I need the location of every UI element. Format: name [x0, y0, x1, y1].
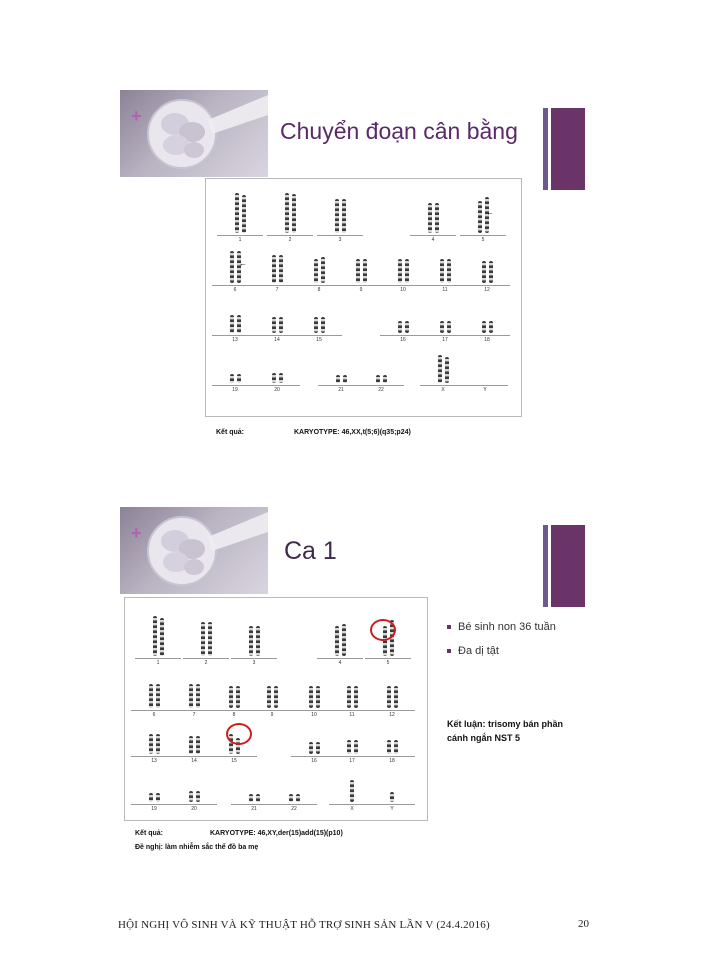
conference-footer: HỘI NGHỊ VÔ SINH VÀ KỸ THUẬT HỖ TRỢ SINH SẢN LẦN V (24.4.2016) [118, 919, 490, 931]
result-label: Kết quả: [216, 429, 244, 436]
chromosome-label: 13 [232, 337, 238, 343]
chromosome-label: 9 [359, 287, 363, 293]
slide-balanced-translocation [0, 80, 720, 460]
chromosome-label: 10 [311, 712, 317, 718]
accent-bar-thin [543, 108, 548, 190]
chromosome-label: 1 [238, 237, 242, 243]
chromosome-label: 6 [152, 712, 156, 718]
chromosome-label: 14 [274, 337, 280, 343]
list-item: Bé sinh non 36 tuần [447, 621, 556, 633]
result-label: Kết quả: [135, 830, 163, 837]
chromosome-label: 22 [378, 387, 384, 393]
chromosome-label: 3 [338, 237, 342, 243]
chromosome-label: Y [483, 387, 487, 393]
page-number: 20 [578, 918, 589, 930]
bullet-square-icon [447, 625, 451, 629]
chromosome-label: 18 [389, 758, 395, 764]
chromosome-label: 21 [251, 806, 257, 812]
chromosome-label: 16 [400, 337, 406, 343]
chromosome-label: Y [390, 806, 394, 812]
chromosome-label: 2 [204, 660, 208, 666]
chromosome-label: 1 [156, 660, 160, 666]
arrow-icon: ← [486, 208, 494, 217]
accent-bar-thin [543, 525, 548, 607]
chromosome-label: 9 [270, 712, 274, 718]
chromosome-label: 17 [349, 758, 355, 764]
chromosome-label: 18 [484, 337, 490, 343]
highlight-circle-chr5 [370, 619, 396, 641]
chromosome-label: 21 [338, 387, 344, 393]
chromosome-label: 8 [232, 712, 236, 718]
embryo-banner-image [120, 90, 268, 177]
slide-title: Chuyển đoạn cân bằng [280, 118, 518, 144]
karyotype-image [124, 597, 428, 821]
karyotype-result: KARYOTYPE: 46,XY,der(15)add(15)(p10) [210, 830, 343, 837]
chromosome-label: 7 [275, 287, 279, 293]
chromosome-label: 7 [192, 712, 196, 718]
chromosome-label: 4 [338, 660, 342, 666]
chromosome-label: 4 [431, 237, 435, 243]
chromosome-label: 19 [151, 806, 157, 812]
accent-bar-block [551, 108, 585, 190]
list-item: Đa dị tật [447, 645, 556, 657]
slide-case-1 [0, 497, 720, 877]
karyotype-result: KARYOTYPE: 46,XX,t(5;6)(q35;p24) [294, 429, 411, 436]
chromosome-label: 6 [233, 287, 237, 293]
plus-icon: + [131, 523, 142, 543]
chromosome-label: 3 [252, 660, 256, 666]
plus-icon: + [131, 106, 142, 126]
chromosome-label: 11 [349, 712, 355, 718]
arrow-icon: ← [239, 259, 247, 268]
chromosome-label: 20 [274, 387, 280, 393]
chromosome-label: 17 [442, 337, 448, 343]
chromosome-label: 14 [191, 758, 197, 764]
accent-bar-block [551, 525, 585, 607]
chromosome-label: 13 [151, 758, 157, 764]
chromosome-label: 8 [317, 287, 321, 293]
chromosome-label: 5 [386, 660, 390, 666]
chromosome-label: 19 [232, 387, 238, 393]
karyotype-image [205, 178, 522, 417]
chromosome-label: 22 [291, 806, 297, 812]
chromosome-label: 15 [231, 758, 237, 764]
conclusion-text: Kết luận: trisomy bán phần cánh ngắn NST 5 [447, 719, 564, 743]
case-findings-list [447, 621, 556, 669]
chromosome-label: 5 [481, 237, 485, 243]
highlight-circle-chr15 [226, 723, 252, 745]
slide-title: Ca 1 [284, 537, 337, 565]
bullet-square-icon [447, 649, 451, 653]
chromosome-label: 10 [400, 287, 406, 293]
chromosome-label: 15 [316, 337, 322, 343]
chromosome-label: 16 [311, 758, 317, 764]
embryo-banner-image [120, 507, 268, 594]
chromosome-label: 12 [389, 712, 395, 718]
chromosome-label: 2 [288, 237, 292, 243]
recommendation-text: Đề nghị: làm nhiễm sắc thể đồ ba mẹ [135, 844, 259, 851]
chromosome-label: 12 [484, 287, 490, 293]
chromosome-label: X [350, 806, 354, 812]
chromosome-label: X [441, 387, 445, 393]
chromosome-label: 20 [191, 806, 197, 812]
chromosome-label: 11 [442, 287, 448, 293]
